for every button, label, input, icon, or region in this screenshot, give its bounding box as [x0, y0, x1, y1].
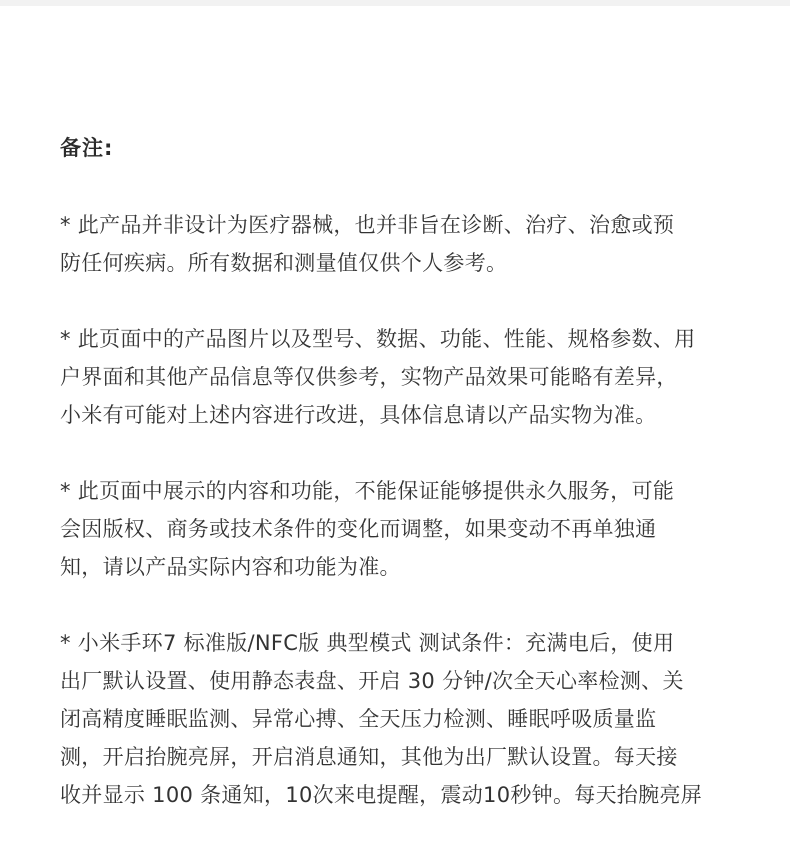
note-line: * 此产品并非设计为医疗器械，也并非旨在诊断、治疗、治愈或预 — [60, 213, 675, 237]
note-line: 闭高精度睡眠监测、异常心搏、全天压力检测、睡眠呼吸质量监 — [60, 707, 657, 731]
note-paragraph-medical-disclaimer — [60, 206, 740, 282]
note-line: 防任何疾病。所有数据和测量值仅供个人参考。 — [60, 251, 508, 275]
note-paragraph-service-disclaimer — [60, 472, 740, 586]
note-paragraph-product-info-disclaimer — [60, 320, 740, 434]
note-line: * 此页面中的产品图片以及型号、数据、功能、性能、规格参数、用 — [60, 327, 696, 351]
note-line: 测，开启抬腕亮屏，开启消息通知，其他为出厂默认设置。每天接 — [60, 745, 678, 769]
note-line: * 此页面中展示的内容和功能，不能保证能够提供永久服务，可能 — [60, 479, 675, 503]
note-line: 小米有可能对上述内容进行改进，具体信息请以产品实物为准。 — [60, 403, 657, 427]
note-line: 户界面和其他产品信息等仅供参考，实物产品效果可能略有差异， — [60, 365, 678, 389]
note-line: 会因版权、商务或技术条件的变化而调整，如果变动不再单独通 — [60, 517, 657, 541]
note-line: 出厂默认设置、使用静态表盘、开启 30 分钟/次全天心率检测、关 — [60, 669, 684, 693]
notes-section — [60, 128, 740, 852]
note-line: * 小米手环7 标准版/NFC版 典型模式 测试条件：充满电后，使用 — [60, 631, 675, 655]
note-line: 收并显示 100 条通知，10次来电提醒，震动10秒钟。每天抬腕亮屏 — [60, 783, 703, 807]
top-divider-strip — [0, 0, 790, 6]
note-paragraph-battery-test-conditions — [60, 624, 740, 814]
notes-title: 备注: — [60, 136, 114, 160]
note-line: 知，请以产品实际内容和功能为准。 — [60, 555, 401, 579]
